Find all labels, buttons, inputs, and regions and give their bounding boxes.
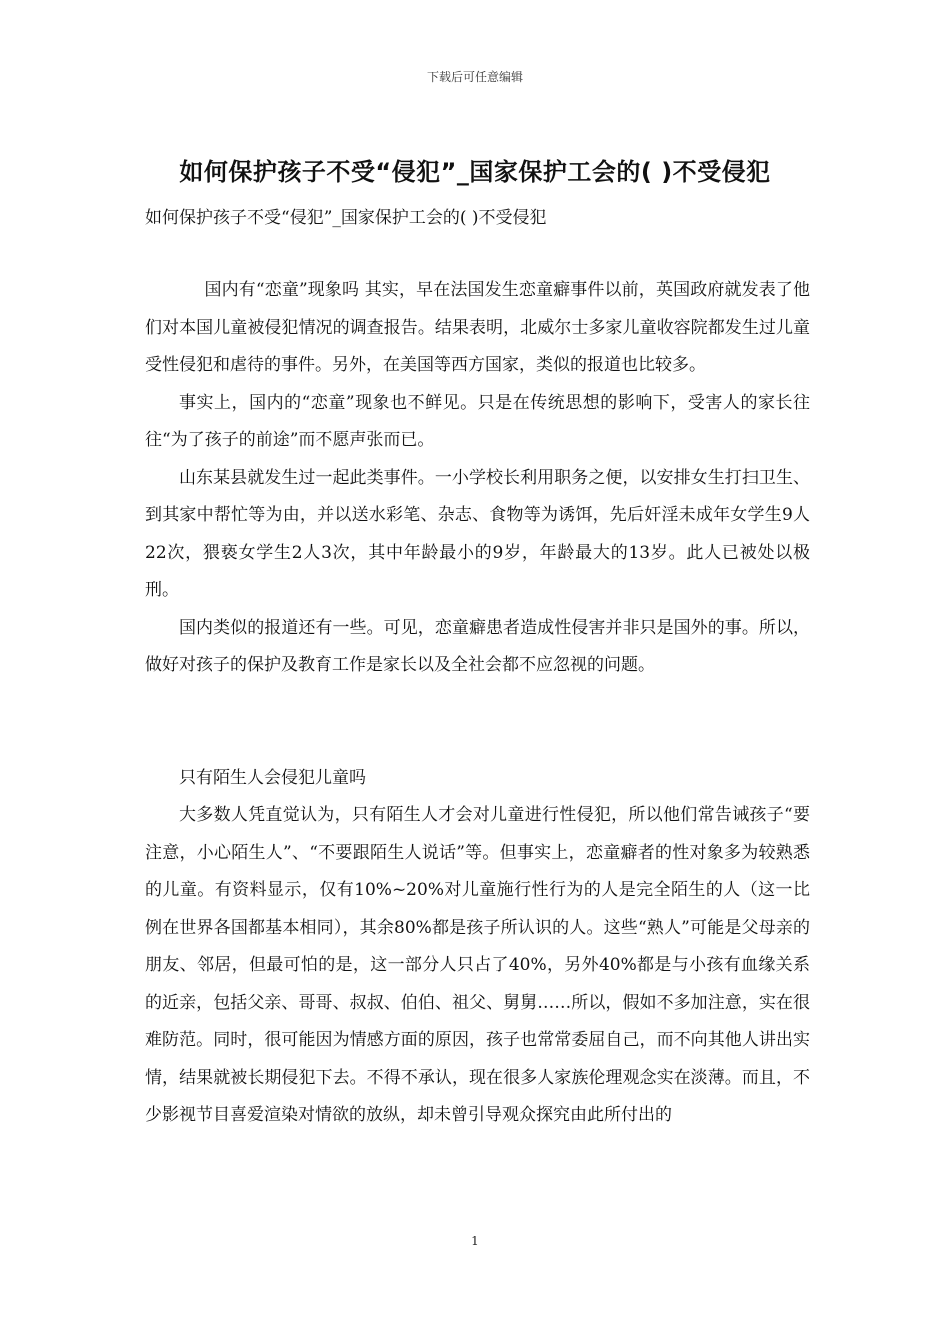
paragraph-4: 国内类似的报道还有一些。可见，恋童癖患者造成性侵害并非只是国外的事。所以，做好对孩子的保护及教育工作是家长以及全社会都不应忽视的问题。 (145, 617, 810, 675)
paragraph-1: 国内有“恋童”现象吗 其实，早在法国发生恋童癖事件以前，英国政府就发表了他们对本国儿童被侵犯情况的调查报告。结果表明，北威尔士多家儿童收容院都发生过儿童受性侵犯和虐待的事件。另外，在美国等西方国家，类似的报道也比较多。 (145, 280, 810, 375)
paragraph-2: 事实上，国内的“恋童”现象也不鲜见。只是在传统思想的影响下，受害人的家长往往“为了孩子的前途”而不愿声张而已。 (145, 392, 810, 450)
document-body (145, 272, 810, 1135)
document-subtitle: 如何保护孩子不受“侵犯”_国家保护工会的( )不受侵犯 (145, 208, 547, 228)
paragraph-spacer (145, 685, 810, 760)
document-title: 如何保护孩子不受“侵犯”_国家保护工会的( )不受侵犯 (179, 158, 771, 186)
paragraph-3: 山东某县就发生过一起此类事件。一小学校长利用职务之便，以安排女生打扫卫生、到其家中帮忙等为由，并以送水彩笔、杂志、食物等为诱饵，先后奸淫未成年女学生9人22次，猥亵女学生2人3次，其中年龄最小的9岁，年龄最大的13岁。此人已被处以极刑。 (145, 467, 810, 600)
header-note: 下载后可任意编辑 (426, 70, 523, 84)
section-paragraph: 大多数人凭直觉认为，只有陌生人才会对儿童进行性侵犯，所以他们常告诫孩子“要注意，小心陌生人”、“不要跟陌生人说话”等。但事实上，恋童癖者的性对象多为较熟悉的儿童。有资料显示，仅有10%~20%对儿童施行性行为的人是完全陌生的人（这一比例在世界各国都基本相同），其余80%都是孩子所认识的人。这些“熟人”可能是父母亲的朋友、邻居，但最可怕的是，这一部分人只占了40%，另外40%都是与小孩有血缘关系的近亲，包括父亲、哥哥、叔叔、伯伯、祖父、舅舅……所以，假如不多加注意，实在很难防范。同时，很可能因为情感方面的原因，孩子也常常委屈自己，而不向其他人讲出实情，结果就被长期侵犯下去。不得不承认，现在很多人家族伦理观念实在淡薄。而且，不少影视节目喜爱渲染对情欲的放纵，却未曾引导观众探究由此所付出的 (145, 805, 810, 1125)
section-heading: 只有陌生人会侵犯儿童吗 (179, 767, 366, 788)
page-number: 1 (471, 1234, 479, 1248)
